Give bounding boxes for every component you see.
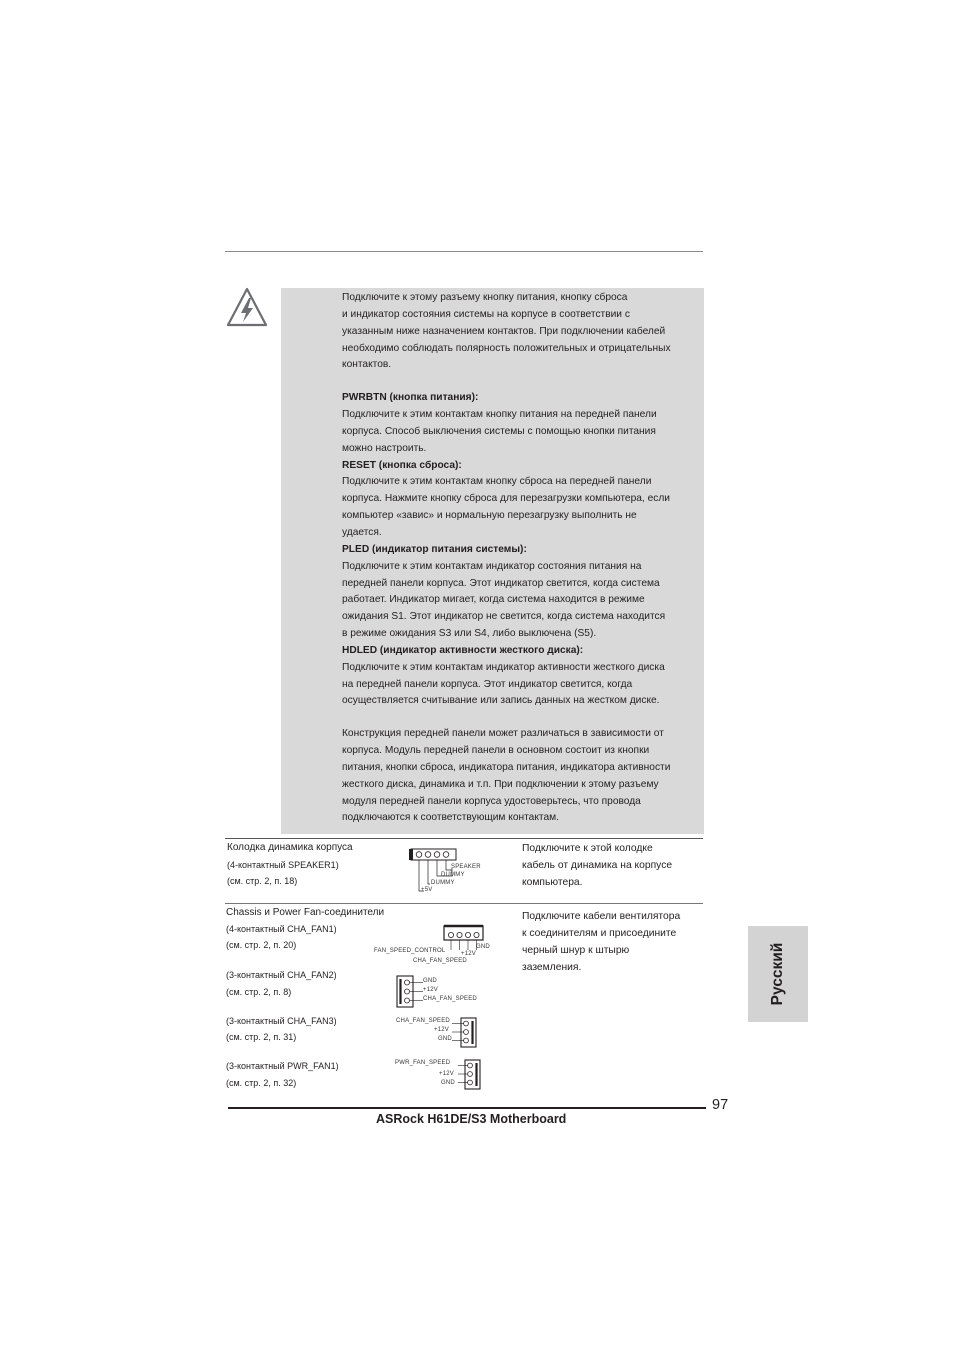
pwr-fan1-pin-diagram [456,1058,484,1092]
speaker-desc [522,840,672,891]
text-line: жесткого диска, динамика и т.п. При подключении к этому разъему [342,778,659,790]
text-line: Подключите кабели вентилятора [522,911,681,922]
text-line: Подключите к этим контактам индикатор активности жесткого диска [342,661,665,673]
footer-title: ASRock H61DE/S3 Motherboard [376,1112,567,1126]
text-line: в режиме ожидания S3 или S4, либо выключена (S5). [342,628,597,640]
text-line: осуществляется считывание или запись данных на жестком диске. [342,695,660,707]
cha-fan2-pin-diagram [395,974,425,1010]
text-line: питания, кнопки сброса, индикатора питания, индикатора активности [342,761,671,773]
pin-label: +12V [439,1071,454,1077]
text-line: на передней панели корпуса. Этот индикатор светится, когда [342,678,633,690]
text-line: можно настроить. [342,442,427,454]
top-rule [225,251,703,252]
text-line: заземления. [522,962,582,973]
pin-label: PWR_FAN_SPEED [395,1060,451,1066]
text-line: корпуса. Модуль передней панели в основном состоит из кнопки [342,745,650,757]
pin-label: +12V [461,951,476,957]
text-line: компьютера. [522,877,583,888]
pin-label: SPEAKER [451,864,481,870]
pwr-fan1-ref: (см. стр. 2, п. 32) [226,1078,297,1088]
pin-label: CHA_FAN_SPEED [413,958,467,964]
text-line: Конструкция передней панели может различаться в зависимости от [342,728,664,740]
pin-label: CHA_FAN_SPEED [396,1018,450,1024]
section-rule [225,903,703,904]
pin-label: FAN_SPEED_CONTROL [374,948,446,954]
text-line: Подключите к этим контактам кнопку сброса на передней панели [342,476,652,488]
text-line: и индикатор состояния системы на корпусе в соответствии с [342,308,630,320]
text-line: корпуса. Нажмите кнопку сброса для перезагрузки компьютера, если [342,493,670,505]
pin-label: GND [438,1036,452,1042]
footer-rule [228,1107,706,1109]
pin-label: +5V [421,887,433,893]
text-line: корпуса. Способ выключения системы с помощью кнопки питания [342,425,656,437]
text-line: черный шнур к штырю [522,945,630,956]
cha-fan2-ref: (см. стр. 2, п. 8) [226,987,292,997]
pin-label: GND [441,1080,455,1086]
pin-label: +12V [423,987,438,993]
fans-title: Chassis и Power Fan-соединители [226,907,385,918]
cha-fan1-ref: (см. стр. 2, п. 20) [226,940,297,950]
text-line: Подключите к этой колодке [522,843,653,854]
cha-fan3-ref: (см. стр. 2, п. 31) [226,1032,297,1042]
text-line: контактов. [342,359,392,371]
cha-fan1-pins: (4-контактный CHA_FAN1) [226,924,337,934]
reset-heading: RESET (кнопка сброса): [342,459,462,471]
pwrbtn-heading: PWRBTN (кнопка питания): [342,392,479,404]
cha-fan2-pins: (3-контактный CHA_FAN2) [226,970,337,980]
pin-label: GND [476,944,490,950]
text-line: указанным ниже назначением контактов. При подключении кабелей [342,325,666,337]
speaker-pins: (4-контактный SPEAKER1) [227,860,339,870]
text-line: Подключите к этим контактам индикатор состояния питания на [342,560,642,572]
section-rule [225,838,703,839]
pin-label: GND [423,978,437,984]
language-tab-label: Русский [769,942,786,1006]
text-line: модуля передней панели корпуса удостоверьтесь, что провода [342,795,641,807]
hdled-heading: HDLED (индикатор активности жесткого диска): [342,644,584,656]
warning-icon [226,287,268,327]
cha-fan3-pins: (3-контактный CHA_FAN3) [226,1016,337,1026]
pwr-fan1-pins: (3-контактный PWR_FAN1) [226,1061,339,1071]
text-line: Подключите к этим контактам кнопку питания на передней панели [342,409,657,421]
cha-fan3-pin-diagram [452,1016,480,1050]
text-line: кабель от динамика на корпусе [522,860,673,871]
speaker-title: Колодка динамика корпуса [227,842,353,853]
speaker-pin-diagram [408,846,488,896]
text-line: ожидания S1. Этот индикатор не светится, когда система находится [342,611,666,623]
text-line: необходимо соблюдать полярность положительных и отрицательных [342,342,671,354]
text-line: компьютер «завис» и нормальную перезагрузку выполнить не [342,510,637,522]
fans-desc [522,908,680,976]
pin-label: CHA_FAN_SPEED [423,996,477,1002]
text-line: работает. Индикатор мигает, когда система находится в режиме [342,594,645,606]
page-number: 97 [712,1097,729,1113]
pin-label: +12V [434,1027,449,1033]
pled-heading: PLED (индикатор питания системы): [342,543,527,555]
text-line: Подключите к этому разъему кнопку питания, кнопку сброса [342,292,628,303]
pin-label: DUMMY [431,880,455,886]
text-line: подключаются к соответствующим контактам. [342,812,559,824]
speaker-ref: (см. стр. 2, п. 18) [227,876,298,886]
warning-text [342,290,712,827]
pin-label: DUMMY [441,872,465,878]
text-line: удается. [342,526,382,538]
text-line: к соединителям и присоедините [522,928,677,939]
text-line: передней панели корпуса. Этот индикатор светится, когда система [342,577,660,589]
